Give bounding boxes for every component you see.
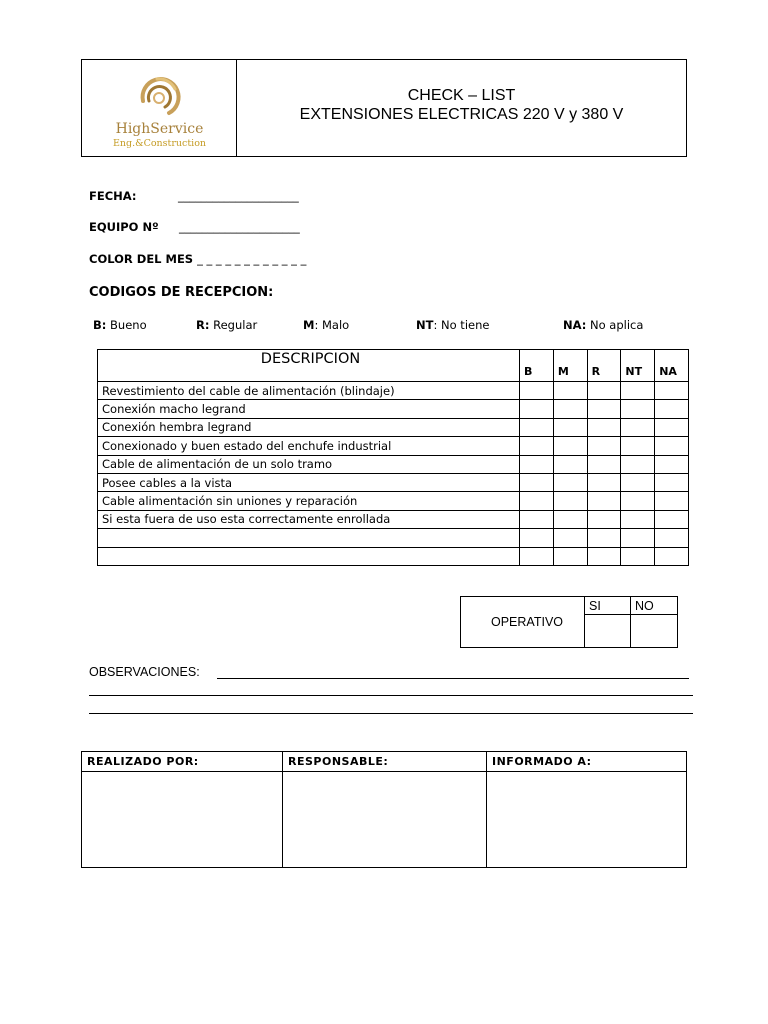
check-cell-r[interactable] (587, 437, 621, 455)
check-cell-m[interactable] (553, 547, 587, 565)
operativo-si-label: SI (585, 597, 631, 615)
operativo-label: OPERATIVO (461, 597, 585, 648)
check-cell-r[interactable] (587, 473, 621, 491)
column-header-nt: NT (621, 350, 655, 382)
logo-company-name: HighService (115, 121, 204, 137)
code-b-key: B: (93, 318, 107, 332)
document-subtitle: EXTENSIONES ELECTRICAS 220 V y 380 V (299, 106, 624, 123)
check-cell-r[interactable] (587, 510, 621, 528)
row-description: Posee cables a la vista (98, 473, 520, 491)
code-na-key: NA: (563, 318, 587, 332)
column-header-r: R (587, 350, 621, 382)
row-description: Conexión macho legrand (98, 400, 520, 418)
check-cell-na[interactable] (655, 547, 689, 565)
check-cell-nt[interactable] (621, 510, 655, 528)
table-row (98, 455, 689, 473)
check-cell-na[interactable] (655, 382, 689, 400)
check-cell-r[interactable] (587, 455, 621, 473)
row-description: Conexionado y buen estado del enchufe industrial (98, 437, 520, 455)
equipo-field[interactable] (89, 220, 300, 234)
checklist-table (97, 349, 689, 566)
check-cell-na[interactable] (655, 400, 689, 418)
table-row (98, 547, 689, 565)
code-nt-key: NT (416, 318, 434, 332)
title-cell (237, 60, 686, 156)
code-b-value: Bueno (110, 318, 147, 332)
color-mes-field[interactable] (89, 252, 306, 266)
informado-a-label: INFORMADO A: (487, 752, 687, 772)
fecha-blank[interactable]: _____________________ (178, 189, 299, 203)
column-header-b: B (520, 350, 554, 382)
check-cell-b[interactable] (520, 437, 554, 455)
operativo-no-label: NO (631, 597, 678, 615)
check-cell-r[interactable] (587, 400, 621, 418)
row-description: Revestimiento del cable de alimentación (blindaje) (98, 382, 520, 400)
check-cell-na[interactable] (655, 473, 689, 491)
informado-a-signature[interactable] (487, 772, 687, 868)
code-m-value: : Malo (314, 318, 350, 332)
row-description: Cable de alimentación de un solo tramo (98, 455, 520, 473)
check-cell-b[interactable] (520, 455, 554, 473)
company-logo-icon (135, 71, 183, 121)
responsable-signature[interactable] (283, 772, 487, 868)
column-header-m: M (553, 350, 587, 382)
code-r (196, 318, 257, 332)
code-r-key: R: (196, 318, 210, 332)
observaciones-line-2[interactable] (89, 695, 693, 696)
check-cell-r[interactable] (587, 418, 621, 436)
table-row (98, 400, 689, 418)
check-cell-na[interactable] (655, 455, 689, 473)
check-cell-r[interactable] (587, 547, 621, 565)
code-na (563, 318, 643, 332)
row-description: Conexión hembra legrand (98, 418, 520, 436)
fecha-label: FECHA: (89, 189, 137, 203)
row-description: Cable alimentación sin uniones y reparación (98, 492, 520, 510)
observaciones-line-3[interactable] (89, 713, 693, 714)
equipo-label: EQUIPO Nº (89, 220, 159, 234)
row-description (98, 547, 520, 565)
check-cell-nt[interactable] (621, 529, 655, 547)
document-header (81, 59, 687, 157)
check-cell-m[interactable] (553, 418, 587, 436)
check-cell-nt[interactable] (621, 418, 655, 436)
operativo-si-checkbox[interactable] (585, 615, 631, 648)
check-cell-m[interactable] (553, 492, 587, 510)
column-header-na: NA (655, 350, 689, 382)
table-row (98, 382, 689, 400)
check-cell-na[interactable] (655, 418, 689, 436)
row-description: Si esta fuera de uso esta correctamente enrollada (98, 510, 520, 528)
operativo-no-checkbox[interactable] (631, 615, 678, 648)
code-b (93, 318, 147, 332)
equipo-blank[interactable]: _____________________ (179, 220, 300, 234)
check-cell-m[interactable] (553, 455, 587, 473)
check-cell-nt[interactable] (621, 400, 655, 418)
check-cell-b[interactable] (520, 492, 554, 510)
responsable-label: RESPONSABLE: (283, 752, 487, 772)
observaciones-label: OBSERVACIONES: (89, 665, 200, 679)
check-cell-b[interactable] (520, 510, 554, 528)
code-nt-value: : No tiene (433, 318, 490, 332)
logo-cell (82, 60, 237, 156)
check-cell-nt[interactable] (621, 473, 655, 491)
code-m-key: M (303, 318, 315, 332)
check-cell-nt[interactable] (621, 547, 655, 565)
check-cell-m[interactable] (553, 510, 587, 528)
logo-company-tagline: Eng.&Construction (112, 138, 207, 149)
check-cell-na[interactable] (655, 492, 689, 510)
check-cell-b[interactable] (520, 418, 554, 436)
check-cell-nt[interactable] (621, 382, 655, 400)
check-cell-na[interactable] (655, 437, 689, 455)
check-cell-na[interactable] (655, 510, 689, 528)
column-header-descripcion: DESCRIPCION (98, 350, 520, 382)
code-na-value: No aplica (590, 318, 644, 332)
realizado-por-signature[interactable] (82, 772, 283, 868)
operativo-table (460, 596, 678, 648)
check-cell-nt[interactable] (621, 492, 655, 510)
signatures-table (81, 751, 687, 868)
check-cell-r[interactable] (587, 492, 621, 510)
color-mes-blank[interactable]: _ _ _ _ _ _ _ _ _ _ _ _ (197, 252, 307, 266)
fecha-field[interactable] (89, 189, 299, 203)
row-description (98, 529, 520, 547)
check-cell-m[interactable] (553, 529, 587, 547)
code-nt (416, 318, 489, 332)
check-cell-b[interactable] (520, 547, 554, 565)
check-cell-b[interactable] (520, 473, 554, 491)
table-row (98, 473, 689, 491)
check-cell-r[interactable] (587, 382, 621, 400)
document-title: CHECK – LIST (407, 87, 516, 104)
check-cell-m[interactable] (553, 437, 587, 455)
check-cell-r[interactable] (587, 529, 621, 547)
table-row (98, 492, 689, 510)
table-row (98, 437, 689, 455)
check-cell-nt[interactable] (621, 437, 655, 455)
check-cell-b[interactable] (520, 382, 554, 400)
realizado-por-label: REALIZADO POR: (82, 752, 283, 772)
check-cell-nt[interactable] (621, 455, 655, 473)
codes-title: CODIGOS DE RECEPCION: (89, 285, 274, 300)
table-row (98, 510, 689, 528)
check-cell-b[interactable] (520, 529, 554, 547)
check-cell-na[interactable] (655, 529, 689, 547)
color-mes-label: COLOR DEL MES (89, 252, 194, 266)
table-row (98, 418, 689, 436)
checklist-header-row (98, 350, 689, 382)
observaciones-line-1[interactable] (217, 678, 689, 679)
table-row (98, 529, 689, 547)
check-cell-m[interactable] (553, 473, 587, 491)
check-cell-b[interactable] (520, 400, 554, 418)
code-m (303, 318, 349, 332)
code-r-value: Regular (213, 318, 258, 332)
check-cell-m[interactable] (553, 400, 587, 418)
check-cell-m[interactable] (553, 382, 587, 400)
